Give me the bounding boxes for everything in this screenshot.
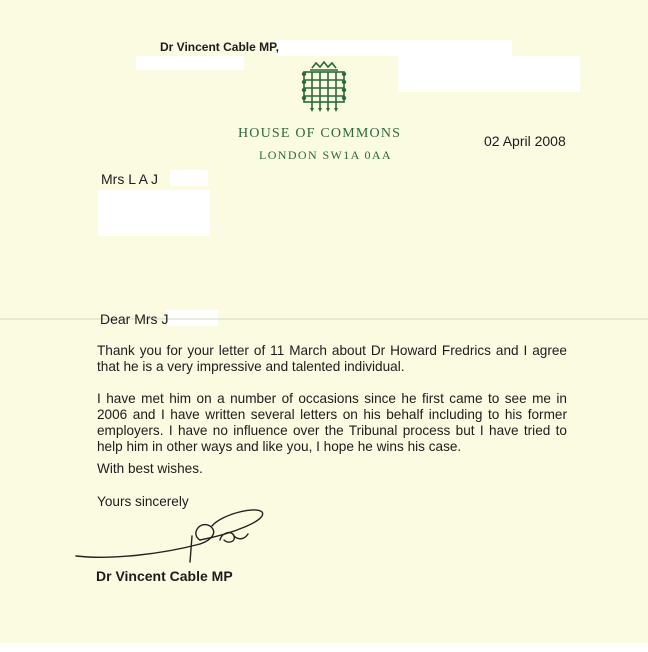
- sender-name: Dr Vincent Cable MP,: [160, 40, 279, 54]
- redaction-box: [98, 190, 210, 236]
- portcullis-icon: [298, 60, 350, 112]
- closing-valediction: Yours sincerely: [97, 494, 189, 509]
- page-bottom-edge: [0, 643, 648, 652]
- letterhead-house-name: HOUSE OF COMMONS: [238, 126, 402, 141]
- letterhead-address: LONDON SW1A 0AA: [259, 148, 392, 162]
- body-paragraph-1: Thank you for your letter of 11 March about Dr Howard Fredrics and I agree that he is a very impressive and talented individual.: [97, 343, 567, 374]
- redaction-box: [276, 40, 512, 56]
- redaction-box: [398, 56, 580, 92]
- letter-date: 02 April 2008: [484, 133, 566, 149]
- recipient-name: Mrs L A J: [101, 171, 159, 187]
- paper-fold-line: [0, 318, 648, 320]
- redaction-box: [170, 170, 208, 186]
- signatory-name: Dr Vincent Cable MP: [96, 568, 233, 584]
- body-paragraph-2: I have met him on a number of occasions since he first came to see me in 2006 and I have written several letters on his behalf including to his former employers. I have no influence over the Tribunal process but I have tried to help him in other ways and like you, I hope he wins his case.: [97, 391, 567, 454]
- closing-wishes: With best wishes.: [97, 461, 203, 476]
- redaction-box: [136, 56, 244, 70]
- handwritten-signature: [72, 500, 282, 570]
- salutation: Dear Mrs J: [100, 311, 169, 327]
